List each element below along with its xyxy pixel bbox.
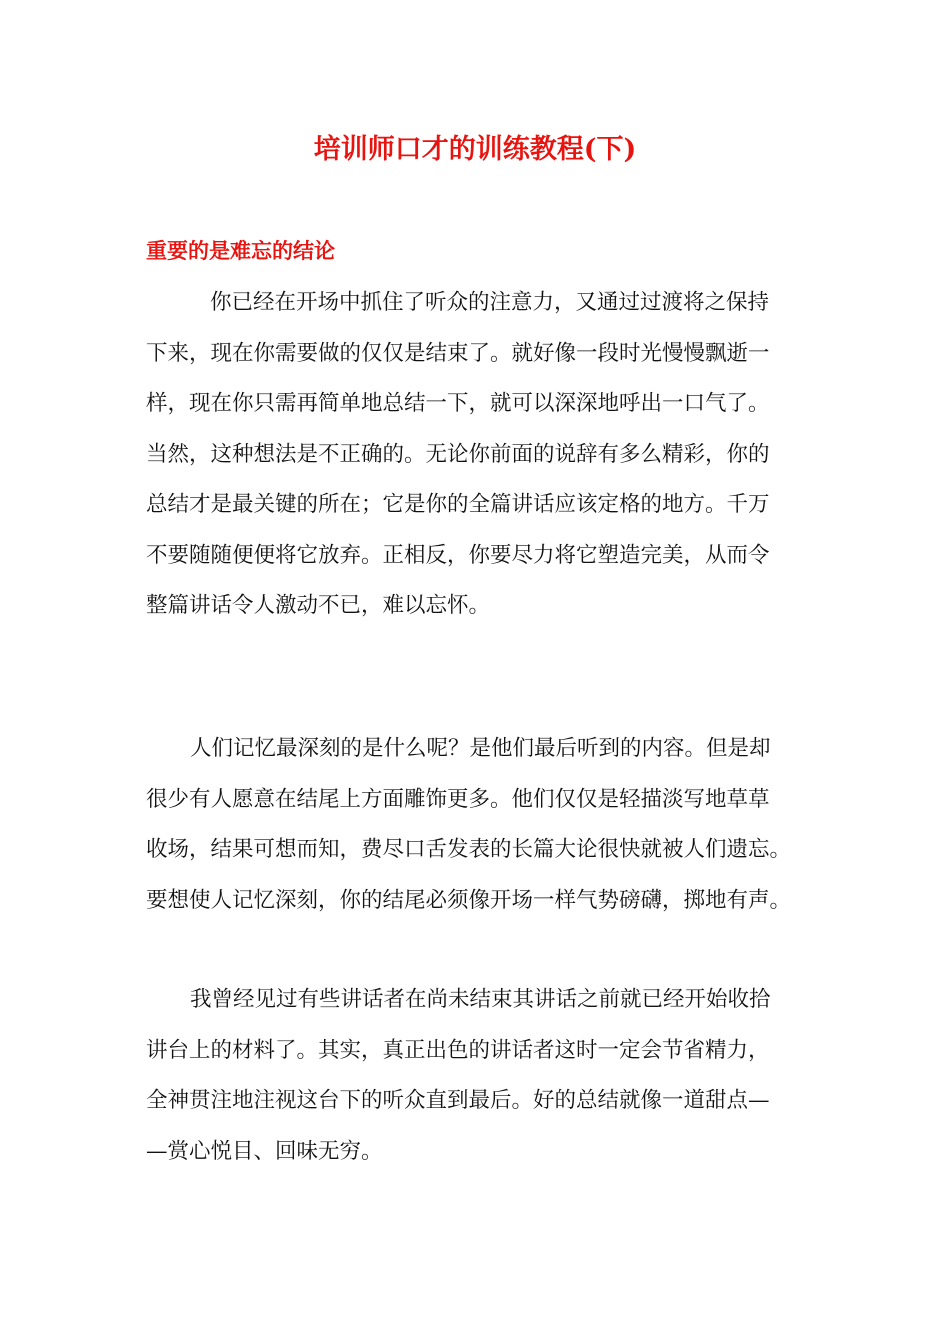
paragraph-3 bbox=[146, 975, 806, 1177]
document-title: 培训师口才的训练教程(下) bbox=[313, 134, 637, 165]
paragraph-1-line: 当然，这种想法是不正确的。无论你前面的说辞有多么精彩，你的 bbox=[146, 441, 770, 467]
paragraph-1-line: 总结才是最关键的所在；它是你的全篇讲话应该定格的地方。千万 bbox=[146, 492, 770, 517]
paragraph-3-line: —赏心悦目、回味无穷。 bbox=[146, 1138, 383, 1164]
paragraph-2 bbox=[146, 724, 806, 926]
paragraph-3-line: 全神贯注地注视这台下的听众直到最后。好的总结就像一道甜点— bbox=[146, 1088, 770, 1113]
paragraph-2-line: 人们记忆最深刻的是什么呢？是他们最后听到的内容。但是却 bbox=[190, 736, 771, 761]
paragraph-3-line: 我曾经见过有些讲话者在尚未结束其讲话之前就已经开始收拾 bbox=[190, 987, 771, 1012]
paragraph-2-line: 要想使人记忆深刻，你的结尾必须像开场一样气势磅礴，掷地有声。 bbox=[146, 887, 792, 913]
paragraph-1-line: 不要随随便便将它放弃。正相反，你要尽力将它塑造完美，从而令 bbox=[146, 542, 770, 568]
paragraph-2-line: 很少有人愿意在结尾上方面雕饰更多。他们仅仅是轻描淡写地草草 bbox=[146, 786, 770, 812]
paragraph-1-line: 你已经在开场中抓住了听众的注意力，又通过过渡将之保持 bbox=[210, 290, 770, 315]
paragraph-3-line: 讲台上的材料了。其实，真正出色的讲话者这时一定会节省精力， bbox=[146, 1037, 770, 1063]
section-heading: 重要的是难忘的结论 bbox=[146, 238, 335, 263]
paragraph-1 bbox=[146, 278, 806, 632]
paragraph-2-line: 收场，结果可想而知，费尽口舌发表的长篇大论很快就被人们遗忘。 bbox=[146, 837, 792, 862]
paragraph-1-line: 整篇讲话令人激动不已，难以忘怀。 bbox=[146, 593, 491, 618]
paragraph-1-line: 样，现在你只需再简单地总结一下，就可以深深地呼出一口气了。 bbox=[146, 391, 770, 416]
paragraph-1-line: 下来，现在你需要做的仅仅是结束了。就好像一段时光慢慢飘逝一 bbox=[146, 340, 770, 366]
